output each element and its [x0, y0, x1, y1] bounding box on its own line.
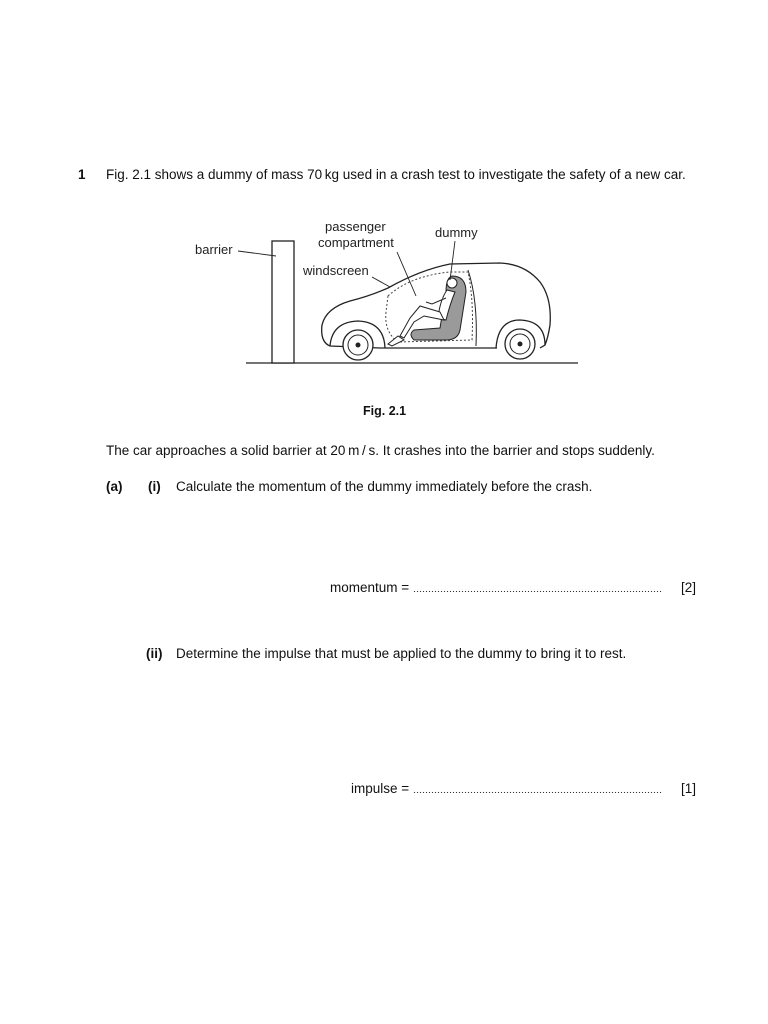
barrier-leader	[238, 251, 276, 256]
passenger-label-line1: passenger	[325, 219, 386, 234]
figure-caption: Fig. 2.1	[363, 404, 407, 418]
question-statement: The car approaches a solid barrier at 20 m / s. It crashes into the barrier and stops suddenly.	[106, 443, 655, 458]
part-a-i-text: Calculate the momentum of the dummy immediately before the crash.	[176, 479, 593, 494]
passenger-label-line2: compartment	[318, 235, 394, 250]
impulse-answer-line	[351, 781, 663, 796]
windscreen-label: windscreen	[303, 263, 369, 278]
dummy-label: dummy	[435, 225, 478, 240]
windscreen-leader	[372, 277, 390, 287]
part-a-i-label: (i)	[148, 479, 161, 494]
momentum-answer-field[interactable]	[413, 582, 663, 592]
part-a-ii-label: (ii)	[146, 646, 163, 661]
part-a-i-marks: [2]	[681, 580, 697, 595]
front-wheel	[343, 330, 373, 360]
crash-test-figure	[0, 0, 768, 400]
passenger-leader	[397, 252, 416, 296]
dummy-leader	[450, 241, 455, 280]
question-number: 1	[78, 167, 86, 182]
part-a-ii-marks: [1]	[681, 781, 697, 796]
momentum-answer-line	[330, 580, 663, 595]
question-intro: Fig. 2.1 shows a dummy of mass 70 kg used in a crash test to investigate the safety of a new car.	[106, 167, 686, 182]
impulse-answer-field[interactable]	[413, 783, 663, 793]
barrier-label: barrier	[195, 242, 233, 257]
barrier-block	[272, 241, 294, 363]
part-a-ii-text: Determine the impulse that must be applied to the dummy to bring it to rest.	[176, 646, 627, 661]
impulse-answer-label: impulse =	[351, 781, 410, 796]
rear-wheel	[505, 329, 535, 359]
momentum-answer-label: momentum =	[330, 580, 410, 595]
part-a-label: (a)	[106, 479, 123, 494]
